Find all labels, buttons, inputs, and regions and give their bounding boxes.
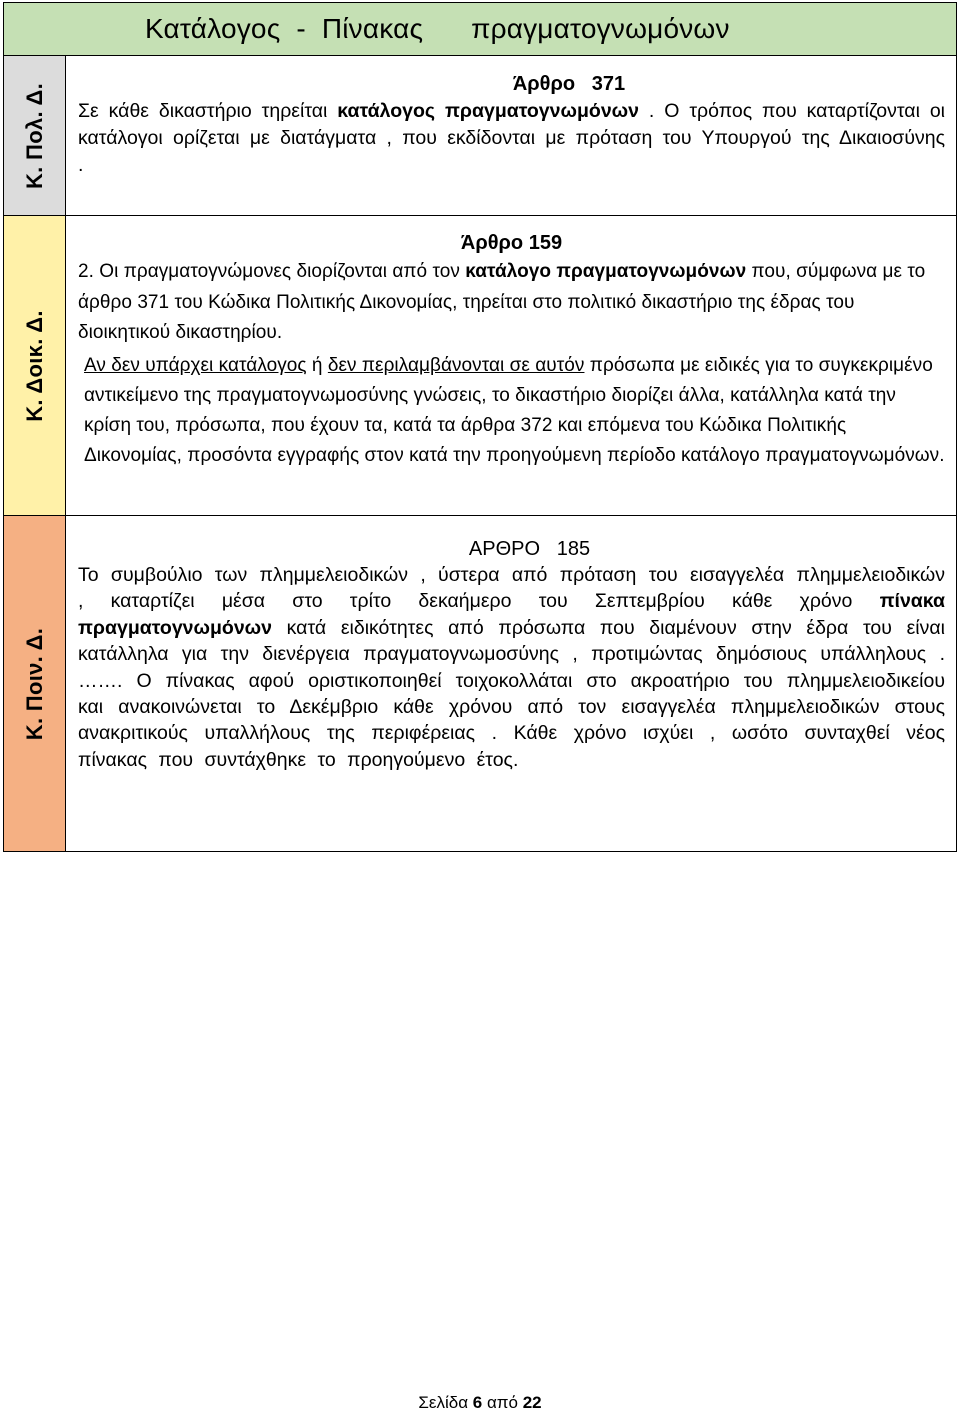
row-criminal-procedure [4, 516, 956, 851]
text-segment: . Ο τρόπος που καταρτίζονται οι κατάλογοι ορίζεται με διατάγματα , που εκδίδονται με πρόταση του Υπουργού της Δικαιοσύνης . [78, 100, 946, 176]
side-label: Κ. Ποιν. Δ. [21, 627, 47, 740]
text-segment: κατά ειδικότητες από πρόσωπα που διαμένουν στην έδρα του είναι κατάλληλα για την διενέργεια πραγματογνωμοσύνης , προτιμώντας δημόσιους υπάλληλους . ……. Ο πίνακας αφού οριστικοποιηθεί τοιχοκολλάται στο ακροατήριο του πλημμελειοδικείου και ανακοινώνεται το Δεκέμβριο κάθε χρόνου από τον εισαγγελέα πλημμελειοδικών στους ανακριτικούς υπαλλήλους της περιφέρειας . Κάθε χρόνο ισχύει , ωσότο συνταχθεί νέος πίνακας που συντάχθηκε το προηγούμενο έτος. [78, 616, 945, 771]
footer-prefix: Σελίδα [418, 1393, 473, 1412]
text-segment: πρόσωπα με ειδικές για το συγκεκριμένο αντικείμενο της πραγματογνωμοσύνης γνώσεις, το δικαστήριο διορίζει άλλα, κατάλληλα κατά την κρίση του, πρόσωπα, που έχουν τα, κατά τα άρθρα 372 και επόμενα του Κώδικα Πολιτικής Δικονομίας, προσόντα εγγραφής στον κατά την προηγούμενη περίοδο κατάλογο πραγματογνωμόνων. [84, 354, 945, 466]
footer-middle: από [482, 1393, 523, 1412]
article-text [78, 562, 945, 773]
underlined-segment: Αν δεν υπάρχει κατάλογος [84, 354, 307, 376]
footer-current-page: 6 [472, 1393, 483, 1412]
footer-total-pages: 22 [522, 1393, 542, 1412]
side-cell [4, 216, 66, 515]
article-content [66, 516, 956, 851]
text-segment: ή [306, 354, 328, 376]
bold-segment: πίνακα πραγματογνωμόνων [78, 590, 945, 639]
article-paragraph [78, 351, 945, 471]
article-content [66, 216, 956, 515]
row-civil-procedure [4, 56, 956, 216]
article-paragraph [78, 257, 945, 349]
page-footer [0, 1393, 960, 1413]
article-content [66, 56, 956, 215]
side-label: Κ. Δοικ. Δ. [21, 309, 47, 422]
text-segment: Το συμβούλιο των πλημμελειοδικών , ύστερα από πρόταση του εισαγγελέα πλημμελειοδικών , καταρτίζει μέσα στο τρίτο δεκαήμερο του Σεπτεμβρίου κάθε χρόνο [78, 564, 945, 613]
text-segment: 2. Οι πραγματογνώμονες διορίζονται από τον [78, 261, 466, 282]
side-cell [4, 56, 66, 215]
document-table [3, 2, 957, 852]
side-label: Κ. Πολ. Δ. [21, 82, 47, 189]
article-text [78, 98, 945, 179]
title-row [4, 3, 956, 56]
bold-segment: κατάλογος πραγματογνωμόνων [337, 100, 639, 122]
text-segment: που, σύμφωνα με το άρθρο 371 του Κώδικα Πολιτικής Δικονομίας, τηρείται στο πολιτικό δικαστήριο της έδρας του διοικητικού δικαστηρίου. [78, 261, 926, 343]
row-administrative-procedure [4, 216, 956, 516]
article-heading: ΑΡΘΡΟ 185 [468, 538, 591, 560]
bold-segment: κατάλογο πραγματογνωμόνων [465, 261, 747, 282]
article-heading: Άρθρο 371 [512, 73, 626, 95]
page-title: Κατάλογος - Πίνακας πραγματογνωμόνων [145, 13, 730, 44]
underlined-segment: δεν περιλαμβάνονται σε αυτόν [327, 354, 585, 376]
text-segment: Σε κάθε δικαστήριο τηρείται [78, 100, 338, 122]
article-heading: Άρθρο 159 [460, 232, 563, 254]
side-cell [4, 516, 66, 851]
